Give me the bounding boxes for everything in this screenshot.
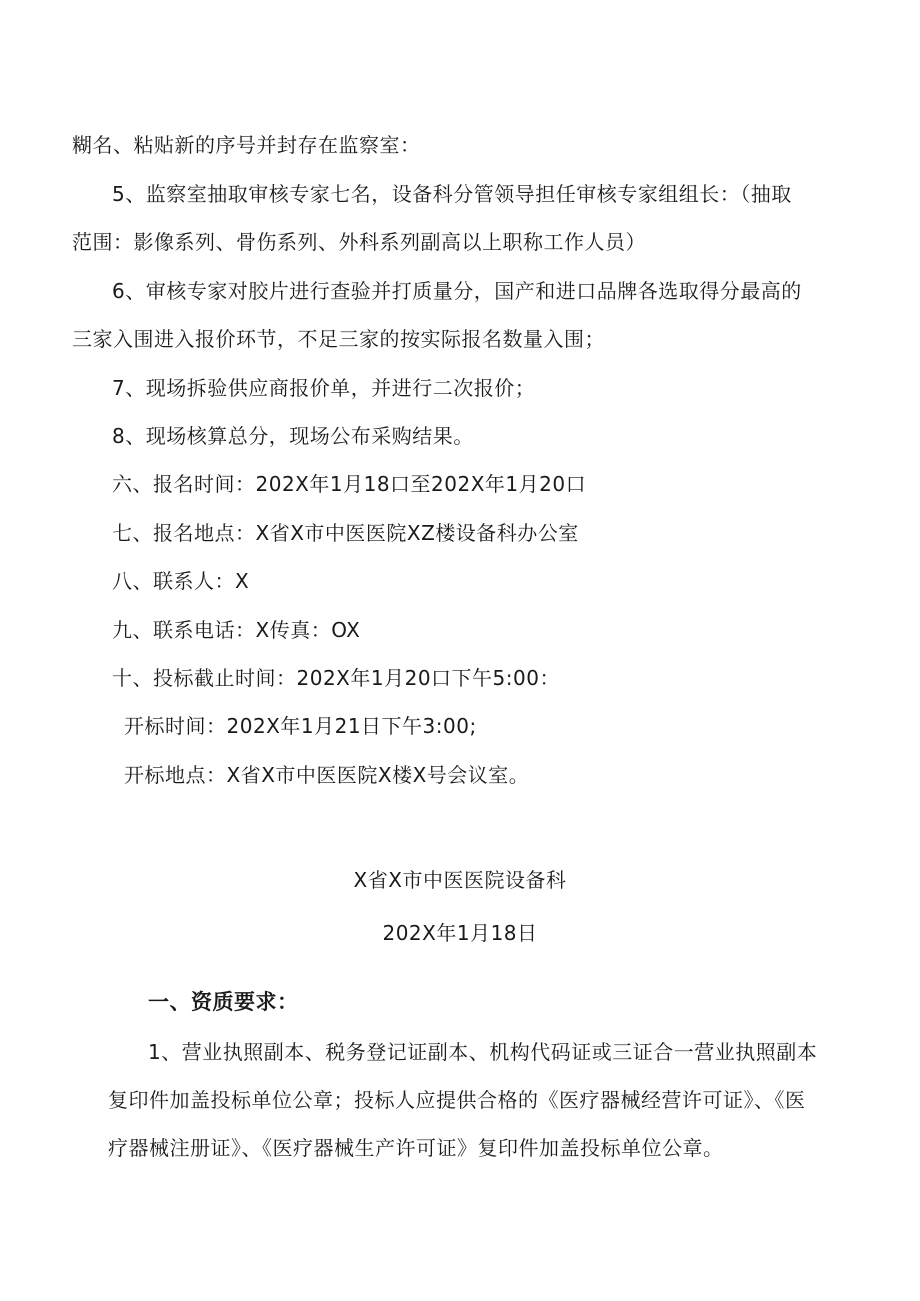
paragraph-line: 三家入围进入报价环节，不足三家的按实际报名数量入围； xyxy=(72,327,605,351)
contact-person: 八、联系人：X xyxy=(112,569,250,593)
section-paragraph-line: 疗器械注册证》、《医疗器械生产许可证》复印件加盖投标单位公章。 xyxy=(108,1136,724,1160)
paragraph-line: 8、现场核算总分，现场公布采购结果。 xyxy=(112,424,474,448)
registration-time: 六、报名时间：202X年1月18口至202X年1月20口 xyxy=(112,472,587,496)
contact-phone: 九、联系电话：X传真：OX xyxy=(112,618,361,642)
registration-location: 七、报名地点：X省X市中医医院XZ楼设备科办公室 xyxy=(112,521,579,545)
paragraph-line: 范围：影像系列、骨伤系列、外科系列副高以上职称工作人员） xyxy=(72,230,646,254)
opening-location: 开标地点：X省X市中医医院X楼X号会议室。 xyxy=(124,763,530,787)
paragraph-line: 7、现场拆验供应商报价单，并进行二次报价； xyxy=(112,376,536,400)
signature-date: 202X年1月18日 xyxy=(382,921,538,945)
paragraph-line: 5、监察室抽取审核专家七名，设备科分管领导担任审核专家组组长：（抽取 xyxy=(112,182,792,206)
paragraph-line: 糊名、粘贴新的序号并封存在监察室： xyxy=(72,133,421,157)
section-paragraph-line: 复印件加盖投标单位公章；投标人应提供合格的《医疗器械经营许可证》、《医 xyxy=(108,1088,806,1112)
bid-deadline: 十、投标截止时间：202X年1月20口下午5:00： xyxy=(112,666,560,690)
opening-time: 开标时间：202X年1月21日下午3:00; xyxy=(124,714,477,738)
section-paragraph-line: 1、营业执照副本、税务登记证副本、机构代码证或三证合一营业执照副本 xyxy=(148,1040,818,1064)
section-heading: 一、资质要求： xyxy=(148,990,299,1014)
paragraph-line: 6、审核专家对胶片进行查验并打质量分，国产和进口品牌各选取得分最高的 xyxy=(112,279,802,303)
signature-org: X省X市中医医院设备科 xyxy=(353,868,567,892)
